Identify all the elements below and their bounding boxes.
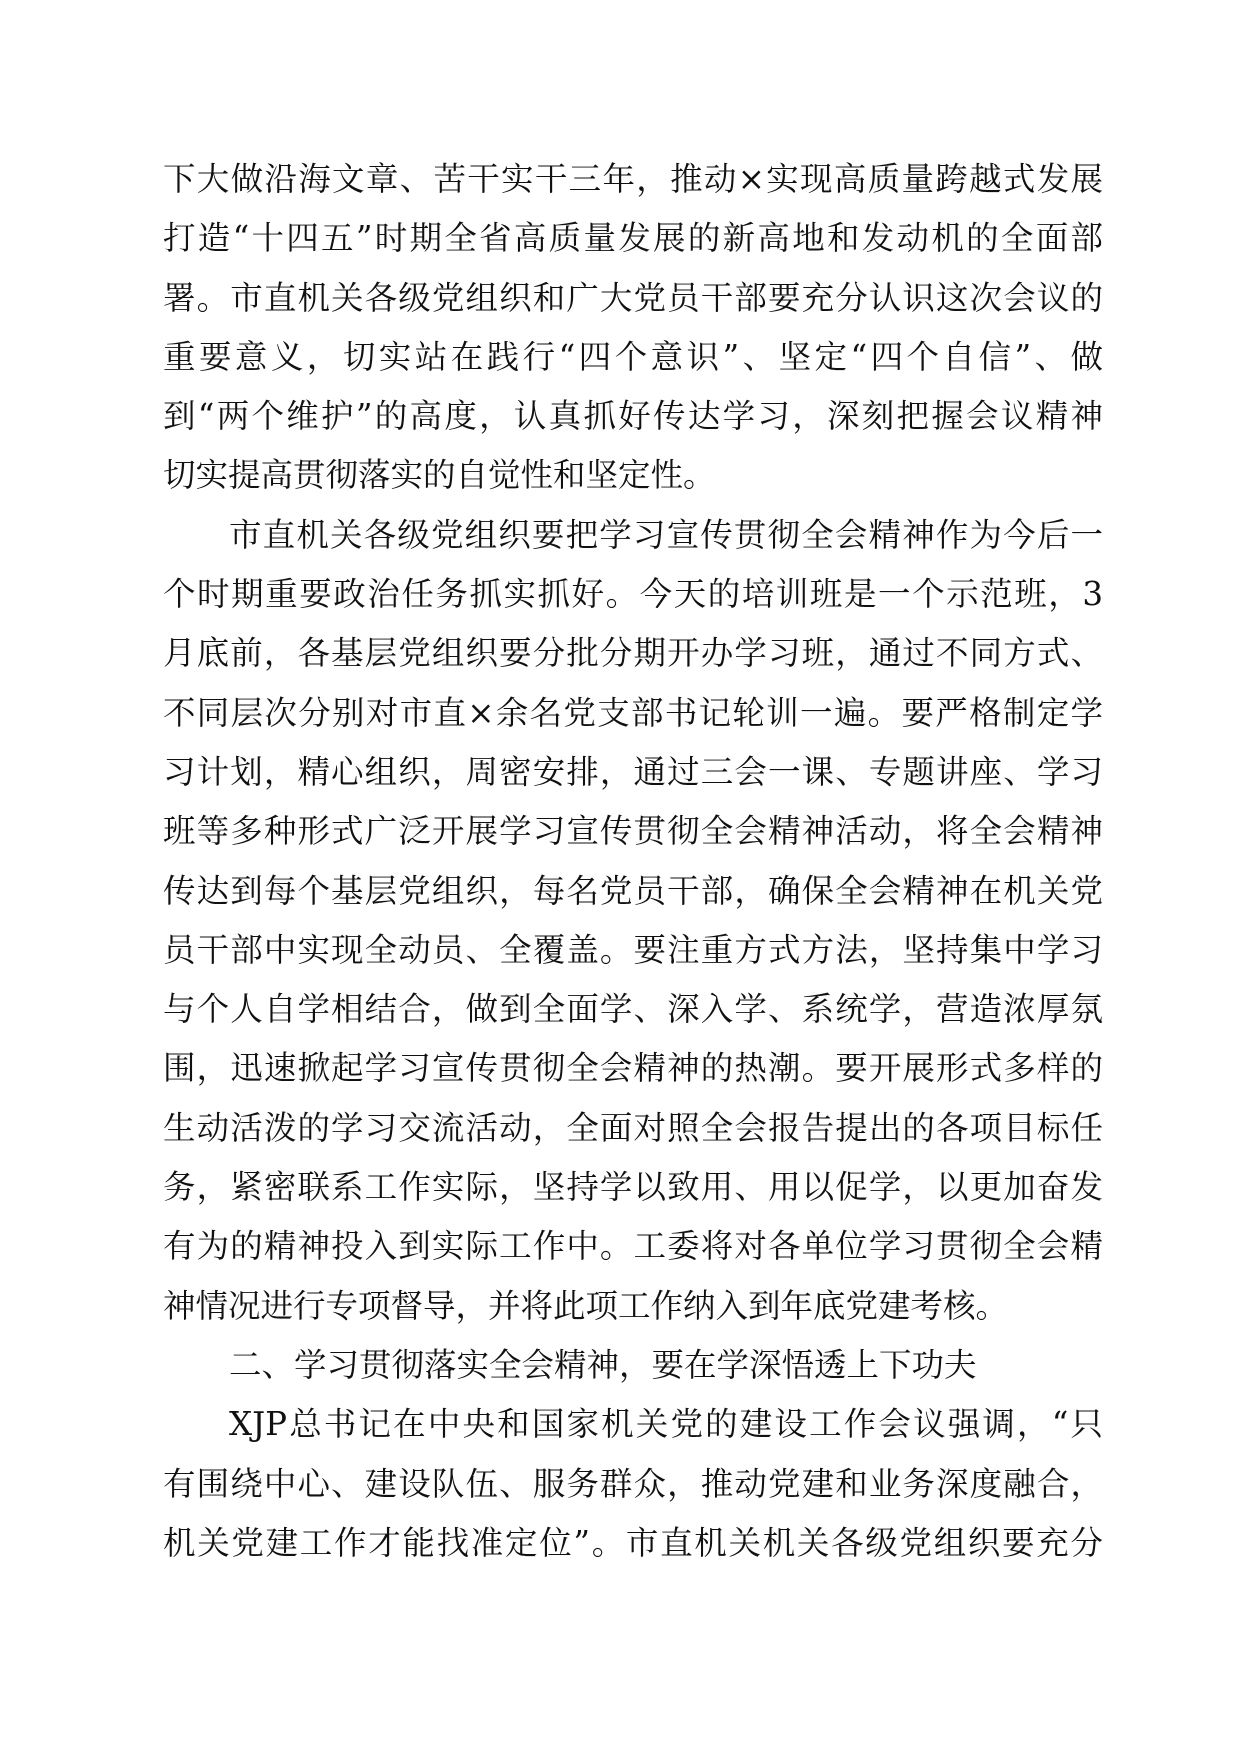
text-line: 有为的精神投入到实际工作中。工委将对各单位学习贯彻全会精 [163,1227,1103,1266]
text-line: 署。市直机关各级党组织和广大党员干部要充分认识这次会议的 [163,278,1103,317]
text-line: 月底前，各基层党组织要分批分期开办学习班，通过不同方式、 [163,634,1103,673]
text-line: 有围绕中心、建设队伍、服务群众，推动党建和业务深度融合， [163,1464,1103,1503]
paragraph-first-line: XJP总书记在中央和国家机关党的建设工作会议强调，“只 [229,1405,1103,1444]
text-line: 神情况进行专项督导，并将此项工作纳入到年底党建考核。 [163,1286,1009,1325]
text-line: 与个人自学相结合，做到全面学、深入学、系统学，营造浓厚氛 [163,990,1103,1029]
text-line: 班等多种形式广泛开展学习宣传贯彻全会精神活动，将全会精神 [163,812,1103,851]
text-line: 习计划，精心组织，周密安排，通过三会一课、专题讲座、学习 [163,752,1103,791]
text-line: 围，迅速掀起学习宣传贯彻全会精神的热潮。要开展形式多样的 [163,1049,1103,1088]
text-line: 到“两个维护”的高度，认真抓好传达学习，深刻把握会议精神 [163,397,1103,436]
text-line: 传达到每个基层党组织，每名党员干部，确保全会精神在机关党 [163,871,1103,910]
text-line: 员干部中实现全动员、全覆盖。要注重方式方法，坚持集中学习 [163,930,1103,969]
text-line: 打造“十四五”时期全省高质量发展的新高地和发动机的全面部 [163,219,1103,258]
document-body [163,150,1103,1573]
text-line: 机关党建工作才能找准定位”。市直机关机关各级党组织要充分 [163,1523,1103,1562]
text-line: 重要意义，切实站在践行“四个意识”、坚定“四个自信”、做 [163,337,1103,376]
text-line: 切实提高贯彻落实的自觉性和坚定性。 [163,456,716,495]
text-line: 下大做沿海文章、苦干实干三年，推动×实现高质量跨越式发展 [163,160,1103,198]
section-heading: 二、学习贯彻落实全会精神，要在学深悟透上下功夫 [229,1345,977,1384]
text-line: 个时期重要政治任务抓实抓好。今天的培训班是一个示范班，3 [163,575,1103,614]
paragraph-first-line: 市直机关各级党组织要把学习宣传贯彻全会精神作为今后一 [229,515,1103,554]
text-line: 务，紧密联系工作实际，坚持学以致用、用以促学，以更加奋发 [163,1168,1103,1207]
text-line: 不同层次分别对市直×余名党支部书记轮训一遍。要严格制定学 [163,693,1103,732]
text-line: 生动活泼的学习交流活动，全面对照全会报告提出的各项目标任 [163,1108,1103,1147]
